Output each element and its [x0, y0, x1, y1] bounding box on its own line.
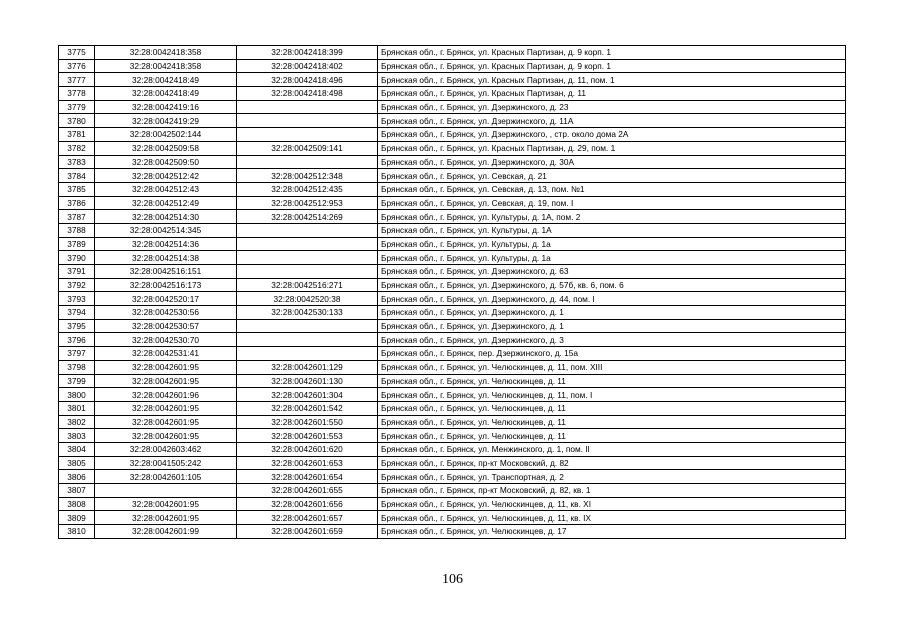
table-row [59, 456, 846, 470]
address-cell: Брянская обл., г. Брянск, ул. Культуры, д. 1а [378, 237, 846, 251]
row-number-cell: 3777 [59, 73, 95, 87]
row-number-cell: 3780 [59, 114, 95, 128]
table-row [59, 100, 846, 114]
object-cadastral-number-cell [237, 347, 378, 361]
object-cadastral-number-cell: 32:28:0042601:654 [237, 470, 378, 484]
table-row [59, 292, 846, 306]
object-cadastral-number-cell [237, 155, 378, 169]
land-cadastral-number-cell: 32:28:0042601:95 [95, 360, 237, 374]
land-cadastral-number-cell: 32:28:0042514:36 [95, 237, 237, 251]
address-cell: Брянская обл., г. Брянск, пр-кт Московский, д. 82, кв. 1 [378, 484, 846, 498]
row-number-cell: 3805 [59, 456, 95, 470]
table-row [59, 196, 846, 210]
table-row [59, 237, 846, 251]
row-number-cell: 3803 [59, 429, 95, 443]
object-cadastral-number-cell [237, 251, 378, 265]
object-cadastral-number-cell [237, 237, 378, 251]
row-number-cell: 3785 [59, 182, 95, 196]
land-cadastral-number-cell: 32:28:0042419:16 [95, 100, 237, 114]
object-cadastral-number-cell: 32:28:0042601:656 [237, 497, 378, 511]
row-number-cell: 3783 [59, 155, 95, 169]
object-cadastral-number-cell: 32:28:0042601:659 [237, 525, 378, 539]
address-cell: Брянская обл., г. Брянск, ул. Культуры, д. 1а [378, 251, 846, 265]
row-number-cell: 3776 [59, 59, 95, 73]
table-row [59, 442, 846, 456]
table-row [59, 360, 846, 374]
row-number-cell: 3779 [59, 100, 95, 114]
row-number-cell: 3806 [59, 470, 95, 484]
address-cell: Брянская обл., г. Брянск, ул. Дзержинского, д. 23 [378, 100, 846, 114]
table-row [59, 73, 846, 87]
object-cadastral-number-cell: 32:28:0042512:953 [237, 196, 378, 210]
table-row [59, 470, 846, 484]
address-cell: Брянская обл., г. Брянск, ул. Севская, д. 19, пом. I [378, 196, 846, 210]
row-number-cell: 3804 [59, 442, 95, 456]
table-row [59, 59, 846, 73]
land-cadastral-number-cell: 32:28:0042418:358 [95, 46, 237, 60]
land-cadastral-number-cell: 32:28:0042418:49 [95, 87, 237, 101]
address-cell: Брянская обл., г. Брянск, ул. Челюскинцев, д. 11, кв. XI [378, 497, 846, 511]
row-number-cell: 3790 [59, 251, 95, 265]
object-cadastral-number-cell: 32:28:0042530:133 [237, 306, 378, 320]
object-cadastral-number-cell: 32:28:0042512:348 [237, 169, 378, 183]
object-cadastral-number-cell: 32:28:0042418:498 [237, 87, 378, 101]
table-row [59, 128, 846, 142]
row-number-cell: 3810 [59, 525, 95, 539]
address-cell: Брянская обл., г. Брянск, ул. Дзержинского, д. 3 [378, 333, 846, 347]
address-cell: Брянская обл., г. Брянск, ул. Севская, д. 13, пом. №1 [378, 182, 846, 196]
row-number-cell: 3794 [59, 306, 95, 320]
object-cadastral-number-cell: 32:28:0042520:38 [237, 292, 378, 306]
land-cadastral-number-cell: 32:28:0042601:95 [95, 374, 237, 388]
object-cadastral-number-cell: 32:28:0042516:271 [237, 278, 378, 292]
row-number-cell: 3800 [59, 388, 95, 402]
land-cadastral-number-cell: 32:28:0041505:242 [95, 456, 237, 470]
address-cell: Брянская обл., г. Брянск, ул. Менжинского, д. 1, пом. II [378, 442, 846, 456]
address-cell: Брянская обл., г. Брянск, ул. Культуры, д. 1А, пом. 2 [378, 210, 846, 224]
land-cadastral-number-cell: 32:28:0042601:95 [95, 511, 237, 525]
object-cadastral-number-cell: 32:28:0042601:620 [237, 442, 378, 456]
address-cell: Брянская обл., г. Брянск, ул. Дзержинского, д. 11А [378, 114, 846, 128]
table-row [59, 169, 846, 183]
page-number: 106 [442, 572, 463, 587]
row-number-cell: 3787 [59, 210, 95, 224]
table-row [59, 401, 846, 415]
land-cadastral-number-cell: 32:28:0042601:99 [95, 525, 237, 539]
row-number-cell: 3807 [59, 484, 95, 498]
object-cadastral-number-cell: 32:28:0042601:657 [237, 511, 378, 525]
land-cadastral-number-cell: 32:28:0042418:358 [95, 59, 237, 73]
table-row [59, 347, 846, 361]
table-row [59, 182, 846, 196]
object-cadastral-number-cell: 32:28:0042418:496 [237, 73, 378, 87]
land-cadastral-number-cell: 32:28:0042530:57 [95, 319, 237, 333]
address-cell: Брянская обл., г. Брянск, ул. Красных Партизан, д. 9 корп. 1 [378, 46, 846, 60]
land-cadastral-number-cell: 32:28:0042601:96 [95, 388, 237, 402]
row-number-cell: 3789 [59, 237, 95, 251]
object-cadastral-number-cell: 32:28:0042509:141 [237, 141, 378, 155]
address-cell: Брянская обл., г. Брянск, ул. Челюскинцев, д. 11, пом. XIII [378, 360, 846, 374]
table-row [59, 265, 846, 279]
table-row [59, 87, 846, 101]
land-cadastral-number-cell: 32:28:0042509:58 [95, 141, 237, 155]
object-cadastral-number-cell [237, 114, 378, 128]
address-cell: Брянская обл., г. Брянск, ул. Дзержинского, д. 30А [378, 155, 846, 169]
row-number-cell: 3786 [59, 196, 95, 210]
row-number-cell: 3798 [59, 360, 95, 374]
row-number-cell: 3781 [59, 128, 95, 142]
table-row [59, 525, 846, 539]
land-cadastral-number-cell: 32:28:0042601:95 [95, 429, 237, 443]
address-cell: Брянская обл., г. Брянск, ул. Челюскинцев, д. 11 [378, 415, 846, 429]
land-cadastral-number-cell: 32:28:0042514:345 [95, 223, 237, 237]
address-cell: Брянская обл., г. Брянск, пер. Дзержинского, д. 15а [378, 347, 846, 361]
land-cadastral-number-cell: 32:28:0042520:17 [95, 292, 237, 306]
address-cell: Брянская обл., г. Брянск, ул. Севская, д. 21 [378, 169, 846, 183]
table-row [59, 333, 846, 347]
row-number-cell: 3792 [59, 278, 95, 292]
table-row [59, 306, 846, 320]
table-row [59, 484, 846, 498]
address-cell: Брянская обл., г. Брянск, ул. Дзержинского, д. 44, пом. I [378, 292, 846, 306]
land-cadastral-number-cell: 32:28:0042514:30 [95, 210, 237, 224]
object-cadastral-number-cell: 32:28:0042601:304 [237, 388, 378, 402]
row-number-cell: 3791 [59, 265, 95, 279]
object-cadastral-number-cell [237, 100, 378, 114]
object-cadastral-number-cell: 32:28:0042601:542 [237, 401, 378, 415]
object-cadastral-number-cell [237, 265, 378, 279]
land-cadastral-number-cell: 32:28:0042512:42 [95, 169, 237, 183]
row-number-cell: 3795 [59, 319, 95, 333]
address-cell: Брянская обл., г. Брянск, ул. Дзержинского, д. 63 [378, 265, 846, 279]
object-cadastral-number-cell: 32:28:0042601:130 [237, 374, 378, 388]
object-cadastral-number-cell [237, 333, 378, 347]
object-cadastral-number-cell: 32:28:0042514:269 [237, 210, 378, 224]
address-cell: Брянская обл., г. Брянск, ул. Челюскинцев, д. 11 [378, 429, 846, 443]
row-number-cell: 3797 [59, 347, 95, 361]
registry-table-body [59, 46, 846, 539]
row-number-cell: 3808 [59, 497, 95, 511]
object-cadastral-number-cell: 32:28:0042601:553 [237, 429, 378, 443]
table-row [59, 210, 846, 224]
table-row [59, 223, 846, 237]
table-row [59, 388, 846, 402]
address-cell: Брянская обл., г. Брянск, ул. Красных Партизан, д. 11 [378, 87, 846, 101]
address-cell: Брянская обл., г. Брянск, ул. Культуры, д. 1А [378, 223, 846, 237]
land-cadastral-number-cell: 32:28:0042418:49 [95, 73, 237, 87]
land-cadastral-number-cell: 32:28:0042512:43 [95, 182, 237, 196]
row-number-cell: 3796 [59, 333, 95, 347]
row-number-cell: 3788 [59, 223, 95, 237]
object-cadastral-number-cell: 32:28:0042418:399 [237, 46, 378, 60]
address-cell: Брянская обл., г. Брянск, ул. Красных Партизан, д. 29, пом. 1 [378, 141, 846, 155]
land-cadastral-number-cell: 32:28:0042512:49 [95, 196, 237, 210]
table-row [59, 415, 846, 429]
address-cell: Брянская обл., г. Брянск, ул. Красных Партизан, д. 9 корп. 1 [378, 59, 846, 73]
row-number-cell: 3801 [59, 401, 95, 415]
land-cadastral-number-cell: 32:28:0042514:38 [95, 251, 237, 265]
object-cadastral-number-cell [237, 319, 378, 333]
table-row [59, 251, 846, 265]
land-cadastral-number-cell: 32:28:0042516:151 [95, 265, 237, 279]
object-cadastral-number-cell: 32:28:0042601:550 [237, 415, 378, 429]
land-cadastral-number-cell: 32:28:0042419:29 [95, 114, 237, 128]
table-row [59, 429, 846, 443]
land-cadastral-number-cell: 32:28:0042601:95 [95, 415, 237, 429]
row-number-cell: 3809 [59, 511, 95, 525]
object-cadastral-number-cell [237, 223, 378, 237]
table-row [59, 46, 846, 60]
property-registry-table [58, 45, 846, 539]
object-cadastral-number-cell: 32:28:0042418:402 [237, 59, 378, 73]
row-number-cell: 3793 [59, 292, 95, 306]
land-cadastral-number-cell: 32:28:0042601:95 [95, 497, 237, 511]
object-cadastral-number-cell: 32:28:0042601:655 [237, 484, 378, 498]
land-cadastral-number-cell: 32:28:0042601:95 [95, 401, 237, 415]
object-cadastral-number-cell: 32:28:0042601:129 [237, 360, 378, 374]
row-number-cell: 3778 [59, 87, 95, 101]
table-row [59, 155, 846, 169]
table-row [59, 319, 846, 333]
land-cadastral-number-cell: 32:28:0042509:50 [95, 155, 237, 169]
object-cadastral-number-cell [237, 128, 378, 142]
land-cadastral-number-cell: 32:28:0042502:144 [95, 128, 237, 142]
address-cell: Брянская обл., г. Брянск, ул. Дзержинского, , стр. около дома 2А [378, 128, 846, 142]
land-cadastral-number-cell: 32:28:0042601:105 [95, 470, 237, 484]
land-cadastral-number-cell [95, 484, 237, 498]
row-number-cell: 3784 [59, 169, 95, 183]
address-cell: Брянская обл., г. Брянск, пр-кт Московский, д. 82 [378, 456, 846, 470]
land-cadastral-number-cell: 32:28:0042516:173 [95, 278, 237, 292]
table-row [59, 511, 846, 525]
table-row [59, 278, 846, 292]
object-cadastral-number-cell: 32:28:0042512:435 [237, 182, 378, 196]
address-cell: Брянская обл., г. Брянск, ул. Транспортная, д. 2 [378, 470, 846, 484]
row-number-cell: 3775 [59, 46, 95, 60]
land-cadastral-number-cell: 32:28:0042531:41 [95, 347, 237, 361]
address-cell: Брянская обл., г. Брянск, ул. Челюскинцев, д. 11, пом. I [378, 388, 846, 402]
address-cell: Брянская обл., г. Брянск, ул. Красных Партизан, д. 11, пом. 1 [378, 73, 846, 87]
address-cell: Брянская обл., г. Брянск, ул. Челюскинцев, д. 11 [378, 374, 846, 388]
address-cell: Брянская обл., г. Брянск, ул. Челюскинцев, д. 17 [378, 525, 846, 539]
address-cell: Брянская обл., г. Брянск, ул. Дзержинского, д. 1 [378, 319, 846, 333]
table-row [59, 497, 846, 511]
row-number-cell: 3802 [59, 415, 95, 429]
row-number-cell: 3799 [59, 374, 95, 388]
address-cell: Брянская обл., г. Брянск, ул. Дзержинского, д. 1 [378, 306, 846, 320]
address-cell: Брянская обл., г. Брянск, ул. Челюскинцев, д. 11, кв. IX [378, 511, 846, 525]
row-number-cell: 3782 [59, 141, 95, 155]
object-cadastral-number-cell: 32:28:0042601:653 [237, 456, 378, 470]
table-row [59, 114, 846, 128]
land-cadastral-number-cell: 32:28:0042530:70 [95, 333, 237, 347]
address-cell: Брянская обл., г. Брянск, ул. Дзержинского, д. 57б, кв. 6, пом. 6 [378, 278, 846, 292]
land-cadastral-number-cell: 32:28:0042603:462 [95, 442, 237, 456]
land-cadastral-number-cell: 32:28:0042530:56 [95, 306, 237, 320]
table-row [59, 374, 846, 388]
table-row [59, 141, 846, 155]
address-cell: Брянская обл., г. Брянск, ул. Челюскинцев, д. 11 [378, 401, 846, 415]
